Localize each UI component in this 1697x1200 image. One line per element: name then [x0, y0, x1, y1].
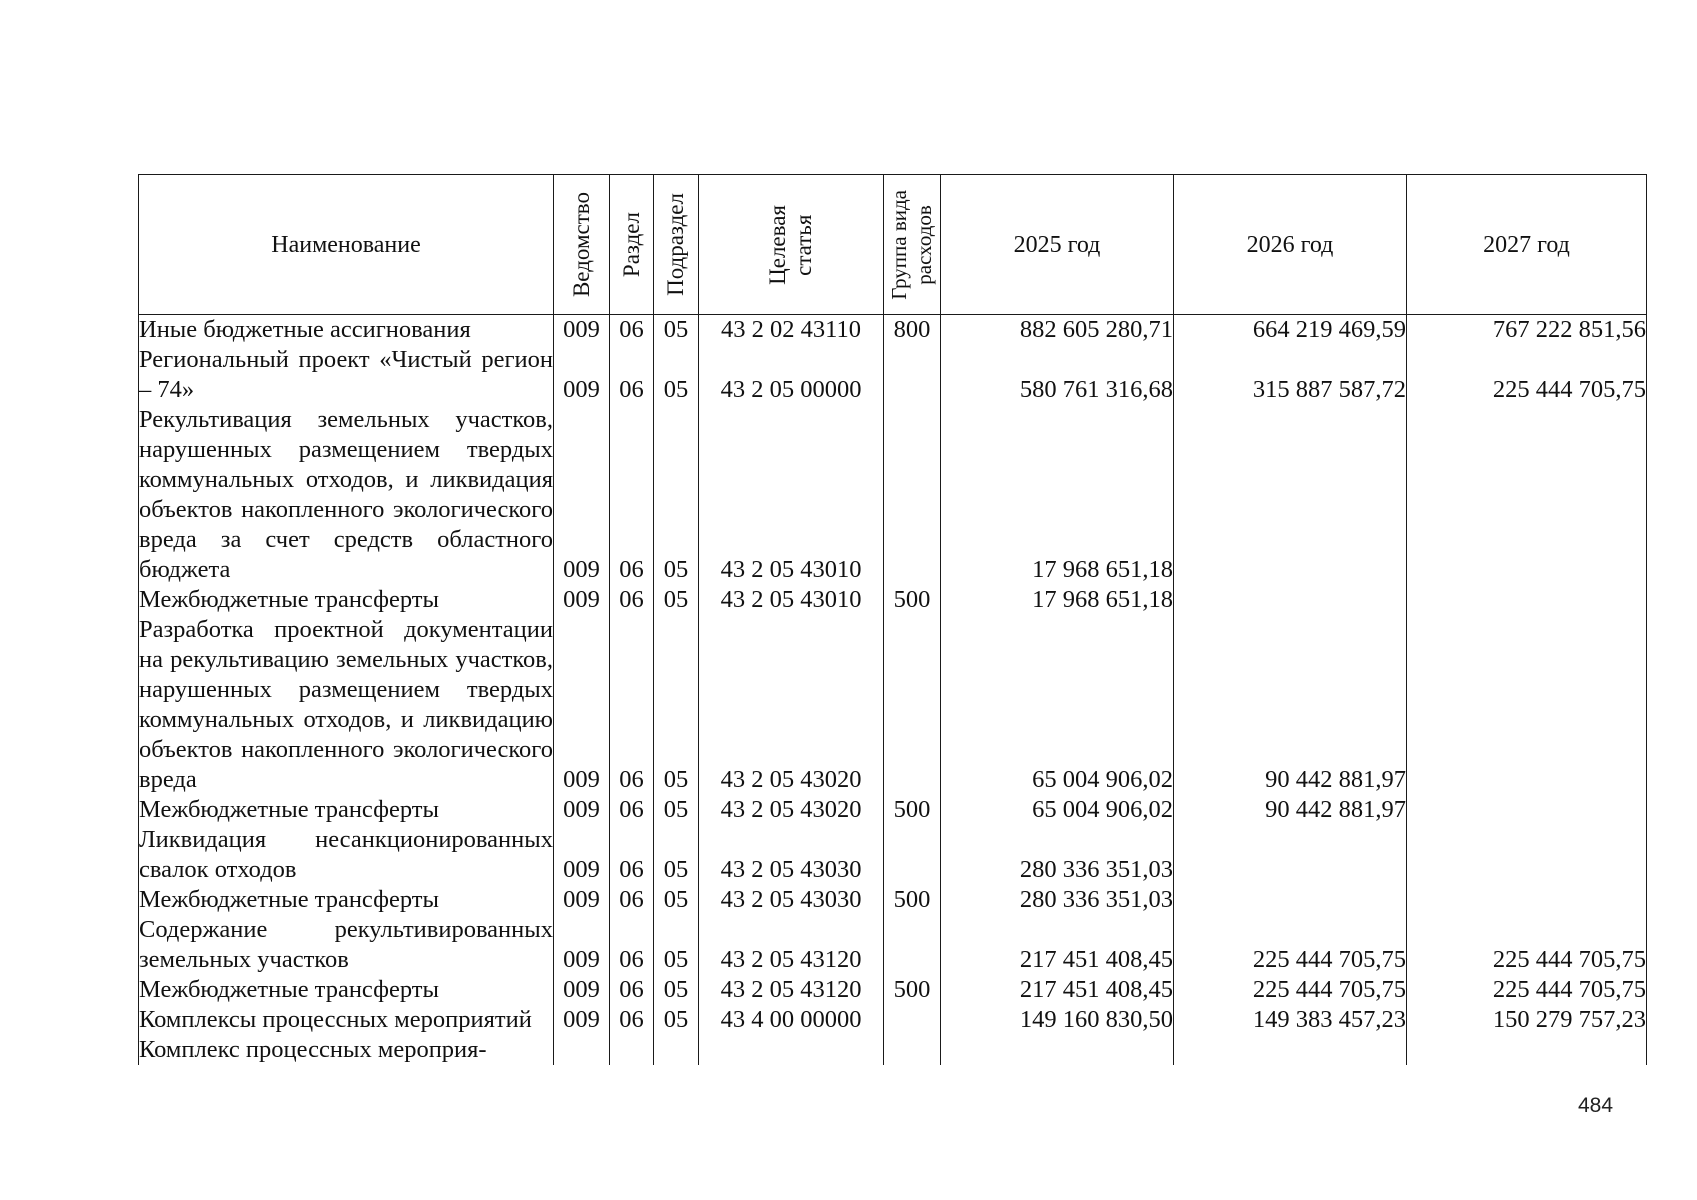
cell-department: 009 — [554, 615, 610, 795]
cell-department: 009 — [554, 975, 610, 1005]
cell-expense-group — [884, 825, 941, 885]
cell-subsection: 05 — [654, 885, 699, 915]
cell-name: Иные бюджетные ассигнования — [139, 315, 554, 346]
cell-2026: 315 887 587,72 — [1174, 345, 1407, 405]
cell-department: 009 — [554, 885, 610, 915]
cell-2025: 217 451 408,45 — [941, 915, 1174, 975]
cell-subsection — [654, 1035, 699, 1065]
cell-2025: 882 605 280,71 — [941, 315, 1174, 346]
cell-2025: 65 004 906,02 — [941, 615, 1174, 795]
cell-target-article: 43 2 05 43030 — [699, 825, 884, 885]
cell-2026 — [1174, 585, 1407, 615]
cell-2025: 17 968 651,18 — [941, 585, 1174, 615]
cell-target-article — [699, 1035, 884, 1065]
cell-department: 009 — [554, 345, 610, 405]
cell-department: 009 — [554, 795, 610, 825]
cell-name: Межбюджетные трансферты — [139, 795, 554, 825]
cell-2027 — [1407, 405, 1647, 585]
table-row — [139, 1035, 1647, 1065]
cell-department: 009 — [554, 315, 610, 346]
cell-target-article: 43 2 05 43030 — [699, 885, 884, 915]
cell-department: 009 — [554, 1005, 610, 1035]
table-row — [139, 405, 1647, 585]
cell-2026 — [1174, 885, 1407, 915]
table-row — [139, 975, 1647, 1005]
table-row — [139, 915, 1647, 975]
cell-name: Комплексы процессных мероприятий — [139, 1005, 554, 1035]
cell-expense-group: 800 — [884, 315, 941, 346]
cell-subsection: 05 — [654, 915, 699, 975]
cell-section: 06 — [610, 795, 654, 825]
cell-subsection: 05 — [654, 585, 699, 615]
cell-target-article: 43 4 00 00000 — [699, 1005, 884, 1035]
header-year-2025: 2025 год — [941, 175, 1174, 315]
cell-subsection: 05 — [654, 825, 699, 885]
cell-section: 06 — [610, 1005, 654, 1035]
cell-expense-group — [884, 1035, 941, 1065]
cell-name: Рекультивация земельных участков, нарушенных размещением твердых коммунальных отходов, и ликвидация объектов накопленного экологического вреда за счет средств областного бюджета — [139, 406, 553, 583]
cell-name: Разработка проектной документации на рекультивацию земельных участков, нарушенных размещением твердых коммунальных отходов, и ликвидацию объектов накопленного экологического вреда — [139, 616, 553, 793]
cell-name: Межбюджетные трансферты — [139, 975, 554, 1005]
cell-2027 — [1407, 615, 1647, 795]
cell-subsection: 05 — [654, 795, 699, 825]
cell-2027 — [1407, 885, 1647, 915]
cell-subsection: 05 — [654, 975, 699, 1005]
cell-section: 06 — [610, 975, 654, 1005]
header-year-2027: 2027 год — [1407, 175, 1647, 315]
cell-2026 — [1174, 825, 1407, 885]
cell-subsection: 05 — [654, 345, 699, 405]
header-target-article: Целевая статья — [699, 175, 884, 315]
header-row — [139, 175, 1647, 315]
cell-target-article: 43 2 02 43110 — [699, 315, 884, 346]
cell-expense-group: 500 — [884, 885, 941, 915]
cell-2025: 17 968 651,18 — [941, 405, 1174, 585]
cell-target-article: 43 2 05 43120 — [699, 975, 884, 1005]
cell-target-article: 43 2 05 43020 — [699, 795, 884, 825]
cell-target-article: 43 2 05 43010 — [699, 405, 884, 585]
cell-2027 — [1407, 795, 1647, 825]
cell-section: 06 — [610, 585, 654, 615]
cell-target-article: 43 2 05 43020 — [699, 615, 884, 795]
cell-expense-group: 500 — [884, 975, 941, 1005]
cell-2026: 225 444 705,75 — [1174, 975, 1407, 1005]
cell-target-article: 43 2 05 43120 — [699, 915, 884, 975]
cell-department — [554, 1035, 610, 1065]
cell-department: 009 — [554, 825, 610, 885]
cell-2027: 225 444 705,75 — [1407, 975, 1647, 1005]
table-row — [139, 345, 1647, 405]
cell-section: 06 — [610, 885, 654, 915]
cell-2026: 90 442 881,97 — [1174, 615, 1407, 795]
cell-2026: 225 444 705,75 — [1174, 915, 1407, 975]
cell-section: 06 — [610, 345, 654, 405]
table-body — [139, 315, 1647, 1066]
cell-2027 — [1407, 585, 1647, 615]
table-row — [139, 615, 1647, 795]
cell-2027: 767 222 851,56 — [1407, 315, 1647, 346]
cell-target-article: 43 2 05 43010 — [699, 585, 884, 615]
cell-2026 — [1174, 1035, 1407, 1065]
cell-subsection: 05 — [654, 615, 699, 795]
cell-2025 — [941, 1035, 1174, 1065]
cell-section: 06 — [610, 825, 654, 885]
header-year-2026: 2026 год — [1174, 175, 1407, 315]
cell-subsection: 05 — [654, 405, 699, 585]
header-section: Раздел — [610, 175, 654, 315]
cell-2027 — [1407, 825, 1647, 885]
cell-2025: 280 336 351,03 — [941, 825, 1174, 885]
header-name: Наименование — [139, 175, 554, 315]
cell-name: Региональный проект «Чистый регион – 74» — [139, 346, 553, 403]
cell-section: 06 — [610, 615, 654, 795]
table-row — [139, 315, 1647, 346]
cell-expense-group: 500 — [884, 795, 941, 825]
table-row — [139, 795, 1647, 825]
cell-expense-group — [884, 915, 941, 975]
budget-table — [138, 174, 1647, 1065]
cell-section: 06 — [610, 405, 654, 585]
cell-2027: 150 279 757,23 — [1407, 1005, 1647, 1035]
cell-subsection: 05 — [654, 1005, 699, 1035]
cell-name: Содержание рекультивированных земельных участков — [139, 916, 553, 973]
cell-2026: 149 383 457,23 — [1174, 1005, 1407, 1035]
cell-section: 06 — [610, 915, 654, 975]
cell-2027: 225 444 705,75 — [1407, 345, 1647, 405]
cell-2025: 217 451 408,45 — [941, 975, 1174, 1005]
table-row — [139, 825, 1647, 885]
cell-target-article: 43 2 05 00000 — [699, 345, 884, 405]
page-number: 484 — [1578, 1094, 1614, 1117]
cell-2026: 90 442 881,97 — [1174, 795, 1407, 825]
cell-2025: 580 761 316,68 — [941, 345, 1174, 405]
cell-2027 — [1407, 1035, 1647, 1065]
header-expense-group: Группа вида расходов — [884, 175, 941, 315]
header-department: Ведомство — [554, 175, 610, 315]
cell-name: Комплекс процессных мероприя- — [139, 1035, 554, 1065]
table-row — [139, 1005, 1647, 1035]
cell-department: 009 — [554, 405, 610, 585]
cell-expense-group — [884, 1005, 941, 1035]
header-subsection: Подраздел — [654, 175, 699, 315]
cell-subsection: 05 — [654, 315, 699, 346]
cell-section: 06 — [610, 315, 654, 346]
cell-2025: 65 004 906,02 — [941, 795, 1174, 825]
cell-2025: 149 160 830,50 — [941, 1005, 1174, 1035]
cell-expense-group — [884, 405, 941, 585]
cell-name: Межбюджетные трансферты — [139, 885, 554, 915]
cell-department: 009 — [554, 915, 610, 975]
table-row — [139, 585, 1647, 615]
table-row — [139, 885, 1647, 915]
cell-name: Межбюджетные трансферты — [139, 585, 554, 615]
cell-department: 009 — [554, 585, 610, 615]
cell-name: Ликвидация несанкционированных свалок отходов — [139, 826, 553, 883]
cell-expense-group — [884, 345, 941, 405]
cell-2027: 225 444 705,75 — [1407, 915, 1647, 975]
cell-section — [610, 1035, 654, 1065]
cell-2026 — [1174, 405, 1407, 585]
cell-2025: 280 336 351,03 — [941, 885, 1174, 915]
cell-2026: 664 219 469,59 — [1174, 315, 1407, 346]
cell-expense-group: 500 — [884, 585, 941, 615]
cell-expense-group — [884, 615, 941, 795]
